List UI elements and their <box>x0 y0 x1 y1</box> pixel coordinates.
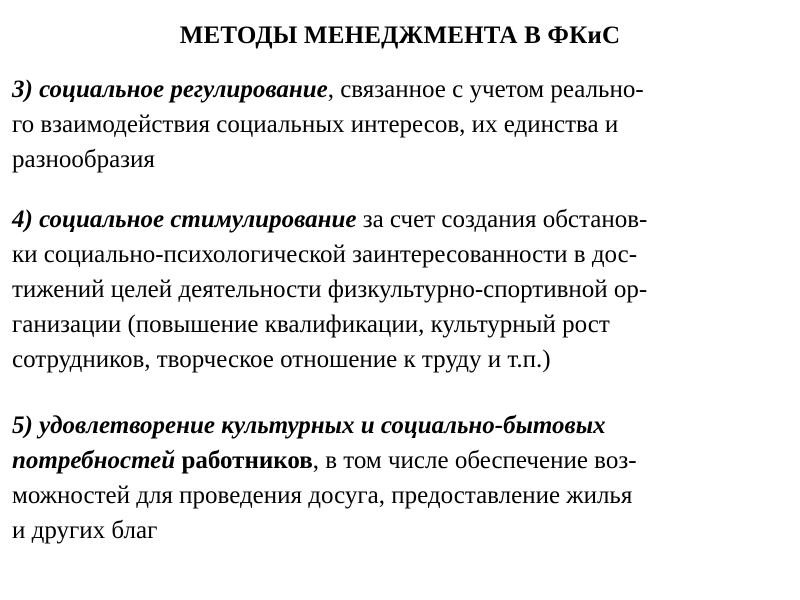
paragraph-line: тижений целей деятельности физкультурно-спортивной ор- <box>12 276 648 303</box>
paragraph-text: , связанное с учетом реально- <box>327 76 644 103</box>
term-needs-satisfaction: 5) удовлетворение культурных и социально-бытовых <box>12 412 606 439</box>
paragraph-line: сотрудников, творческое отношение к труду и т.п.) <box>12 346 551 373</box>
term-social-regulation: 3) социальное регулирование <box>12 76 328 103</box>
paragraph-line: ки социально-психологической заинтересованности в дос- <box>12 241 638 268</box>
paragraph-social-stimulation <box>12 202 792 377</box>
paragraph-line <box>12 72 792 107</box>
term-workers: работников <box>175 447 313 474</box>
paragraph-line: разнообразия <box>12 146 155 173</box>
term-needs: потребностей <box>12 447 176 474</box>
paragraph-line <box>12 202 792 237</box>
slide-title: МЕТОДЫ МЕНЕДЖМЕНТА В ФКиС <box>179 22 621 49</box>
paragraph-line: ганизации (повышение квалификации, культурный рост <box>12 311 610 338</box>
paragraph-social-regulation <box>12 72 792 177</box>
paragraph-needs-satisfaction <box>12 408 792 548</box>
paragraph-line: и других благ <box>12 517 158 544</box>
term-social-stimulation: 4) социальное стимулирование <box>12 206 357 233</box>
paragraph-line: го взаимодействия социальных интересов, их единства и <box>12 111 619 138</box>
paragraph-line <box>12 443 792 478</box>
paragraph-text: за счет создания обстанов- <box>356 206 648 233</box>
paragraph-line: можностей для проведения досуга, предоставление жилья <box>12 482 633 509</box>
paragraph-text: , в том числе обеспечение воз- <box>312 447 637 474</box>
